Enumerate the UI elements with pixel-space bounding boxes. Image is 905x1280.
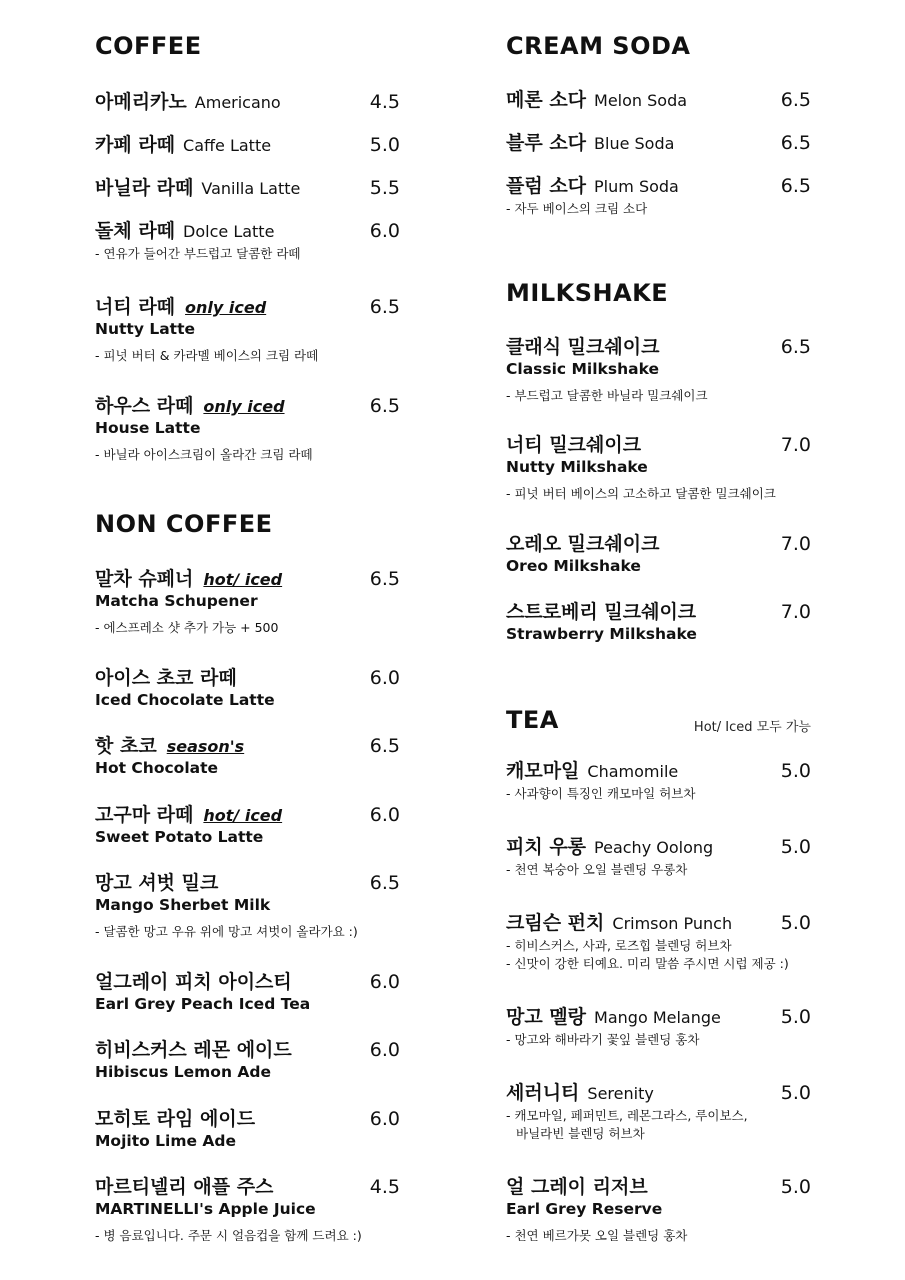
item-kr-name: 크림슨 펀치 [506,912,605,934]
item-description: - 바닐라 아이스크림이 올라간 크림 라떼 [95,447,313,462]
menu-item-peachy-oolong [506,835,811,879]
item-en-name: Mango Melange [594,1008,721,1027]
item-kr-name: 얼그레이 피치 아이스티 [95,971,292,993]
item-kr-name: 바닐라 라떼 [95,177,194,199]
tea-hot-iced-note: Hot/ Iced 모두 가능 [693,720,811,735]
item-kr-name: 피치 우롱 [506,836,587,858]
item-price: 5.0 [780,1006,811,1028]
menu-item-strawberry-milkshake [506,600,811,644]
menu-item-iced-chocolate-latte [95,666,400,710]
item-en-name: Plum Soda [594,177,679,196]
item-price: 5.5 [369,177,400,199]
menu-item-vanilla-latte [95,176,400,200]
item-en-name: Blue Soda [594,134,675,153]
item-en-name: Hibiscus Lemon Ade [95,1063,271,1081]
item-en-name: Peachy Oolong [594,838,714,857]
item-en-name: Vanilla Latte [201,179,301,198]
item-tag: only iced [203,397,285,416]
item-kr-name: 세러니티 [506,1082,580,1104]
menu-item-blue-soda [506,131,811,155]
menu-item-house-latte [95,394,400,464]
item-price: 5.0 [780,912,811,934]
item-description: - 피넛 버터 베이스의 고소하고 달콤한 밀크쉐이크 [506,486,776,501]
item-en-name: Earl Grey Peach Iced Tea [95,995,311,1013]
item-price: 6.5 [369,296,400,318]
item-description: - 달콤한 망고 우유 위에 망고 셔벗이 올라가요 :) [95,924,358,939]
item-price: 5.0 [780,1082,811,1104]
item-en-name: Sweet Potato Latte [95,828,264,846]
item-kr-name: 얼 그레이 리저브 [506,1176,648,1198]
menu-item-oreo-milkshake [506,532,811,576]
item-tag: hot/ iced [203,570,283,589]
item-kr-name: 너티 밀크쉐이크 [506,434,642,456]
item-en-name: Mango Sherbet Milk [95,896,271,914]
menu-item-serenity [506,1081,811,1143]
item-en-name: Americano [194,93,281,112]
item-kr-name: 아메리카노 [95,91,187,113]
item-description-2: 바닐라빈 블렌딩 허브차 [516,1126,645,1141]
item-price: 6.5 [780,336,811,358]
menu-item-chamomile [506,759,811,803]
item-price: 5.0 [369,134,400,156]
item-price: 6.0 [369,804,400,826]
item-kr-name: 오레오 밀크쉐이크 [506,533,660,555]
item-description: - 부드럽고 달콤한 바닐라 밀크쉐이크 [506,388,708,403]
item-en-name: Oreo Milkshake [506,557,641,575]
menu-item-mango-sherbet-milk [95,871,400,941]
tea-title: TEA [506,706,559,734]
item-en-name: Hot Chocolate [95,759,219,777]
item-description: - 피넛 버터 & 카라멜 베이스의 크림 라떼 [95,348,319,363]
item-kr-name: 카페 라떼 [95,134,176,156]
menu-item-caffe-latte [95,133,400,157]
menu-item-earl-grey-reserve [506,1175,811,1245]
item-price: 5.0 [780,1176,811,1198]
item-kr-name: 블루 소다 [506,132,587,154]
item-price: 7.0 [780,601,811,623]
item-kr-name: 클래식 밀크쉐이크 [506,336,660,358]
menu-item-americano [95,90,400,114]
menu-item-nutty-milkshake [506,433,811,503]
item-description: - 히비스커스, 사과, 로즈힙 블렌딩 허브차 [506,938,732,953]
item-price: 6.5 [780,89,811,111]
item-price: 6.5 [780,132,811,154]
menu-item-mojito-lime-ade [95,1107,400,1151]
item-price: 6.5 [369,395,400,417]
item-price: 6.5 [369,735,400,757]
menu-item-matcha-schupener [95,567,400,637]
item-en-name: Melon Soda [594,91,688,110]
milkshake-title: MILKSHAKE [506,279,669,307]
item-price: 4.5 [369,91,400,113]
item-kr-name: 플럼 소다 [506,175,587,197]
item-description: - 망고와 해바라기 꽃잎 블렌딩 홍차 [506,1032,700,1047]
coffee-title: COFFEE [95,32,202,60]
item-en-name: Strawberry Milkshake [506,625,697,643]
item-price: 6.5 [780,175,811,197]
item-description: - 연유가 들어간 부드럽고 달콤한 라떼 [95,246,301,261]
item-price: 6.0 [369,971,400,993]
item-kr-name: 망고 셔벗 밀크 [95,872,219,894]
item-kr-name: 캐모마일 [506,760,580,782]
item-en-name: Iced Chocolate Latte [95,691,275,709]
item-kr-name: 고구마 라떼 [95,804,194,826]
item-price: 5.0 [780,836,811,858]
item-description: - 에스프레소 샷 추가 가능 + 500 [95,620,279,635]
item-description: - 사과향이 특징인 캐모마일 허브차 [506,786,696,801]
item-en-name: Crimson Punch [612,914,733,933]
item-kr-name: 돌체 라떼 [95,220,176,242]
item-kr-name: 스트로베리 밀크쉐이크 [506,601,697,623]
item-price: 6.0 [369,667,400,689]
item-kr-name: 너티 라떼 [95,296,176,318]
item-kr-name: 아이스 초코 라떼 [95,667,237,689]
item-en-name: Chamomile [587,762,679,781]
menu-item-plum-soda [506,174,811,218]
item-price: 6.0 [369,220,400,242]
menu-item-classic-milkshake [506,335,811,405]
item-kr-name: 망고 멜랑 [506,1006,587,1028]
menu-item-crimson-punch [506,911,811,973]
menu-item-dolce-latte [95,219,400,263]
item-en-name: Classic Milkshake [506,360,659,378]
cream-soda-title: CREAM SODA [506,32,691,60]
item-en-name: Earl Grey Reserve [506,1200,663,1218]
menu-item-melon-soda [506,88,811,112]
item-en-name: Caffe Latte [183,136,272,155]
item-price: 6.5 [369,568,400,590]
menu-item-hot-chocolate [95,734,400,778]
menu-item-hibiscus-lemon-ade [95,1038,400,1082]
item-price: 6.0 [369,1108,400,1130]
item-kr-name: 하우스 라떼 [95,395,194,417]
menu-item-nutty-latte [95,295,400,365]
item-en-name: House Latte [95,419,201,437]
item-description: - 천연 복숭아 오일 블렌딩 우롱차 [506,862,688,877]
menu-item-sweet-potato-latte [95,803,400,847]
item-description: - 천연 베르가못 오일 블렌딩 홍차 [506,1228,688,1243]
item-kr-name: 핫 초코 [95,735,157,757]
item-kr-name: 모히토 라임 에이드 [95,1108,256,1130]
item-price: 6.5 [369,872,400,894]
item-en-name: Serenity [587,1084,654,1103]
item-price: 7.0 [780,434,811,456]
item-description: - 캐모마일, 페퍼민트, 레몬그라스, 루이보스, [506,1108,748,1123]
item-en-name: Dolce Latte [183,222,275,241]
non-coffee-title: NON COFFEE [95,510,273,538]
item-tag: only iced [185,298,267,317]
item-kr-name: 메론 소다 [506,89,587,111]
item-tag: season's [166,737,245,756]
item-kr-name: 마르티넬리 애플 주스 [95,1176,274,1198]
item-en-name: Mojito Lime Ade [95,1132,237,1150]
item-price: 5.0 [780,760,811,782]
item-kr-name: 히비스커스 레몬 에이드 [95,1039,292,1061]
item-price: 7.0 [780,533,811,555]
item-price: 4.5 [369,1176,400,1198]
menu-item-earl-grey-peach-iced-tea [95,970,400,1014]
item-en-name: Matcha Schupener [95,592,258,610]
menu-item-martinelli-apple-juice [95,1175,400,1245]
item-description-2: - 신맛이 강한 티예요. 미리 말씀 주시면 시럽 제공 :) [506,956,789,971]
menu-item-mango-melange [506,1005,811,1049]
item-en-name: Nutty Latte [95,320,195,338]
item-en-name: MARTINELLI's Apple Juice [95,1200,316,1218]
item-tag: hot/ iced [203,806,283,825]
item-description: - 자두 베이스의 크림 소다 [506,201,648,216]
item-description: - 병 음료입니다. 주문 시 얼음컵을 함께 드려요 :) [95,1228,362,1243]
item-price: 6.0 [369,1039,400,1061]
item-en-name: Nutty Milkshake [506,458,648,476]
item-kr-name: 말차 슈페너 [95,568,194,590]
